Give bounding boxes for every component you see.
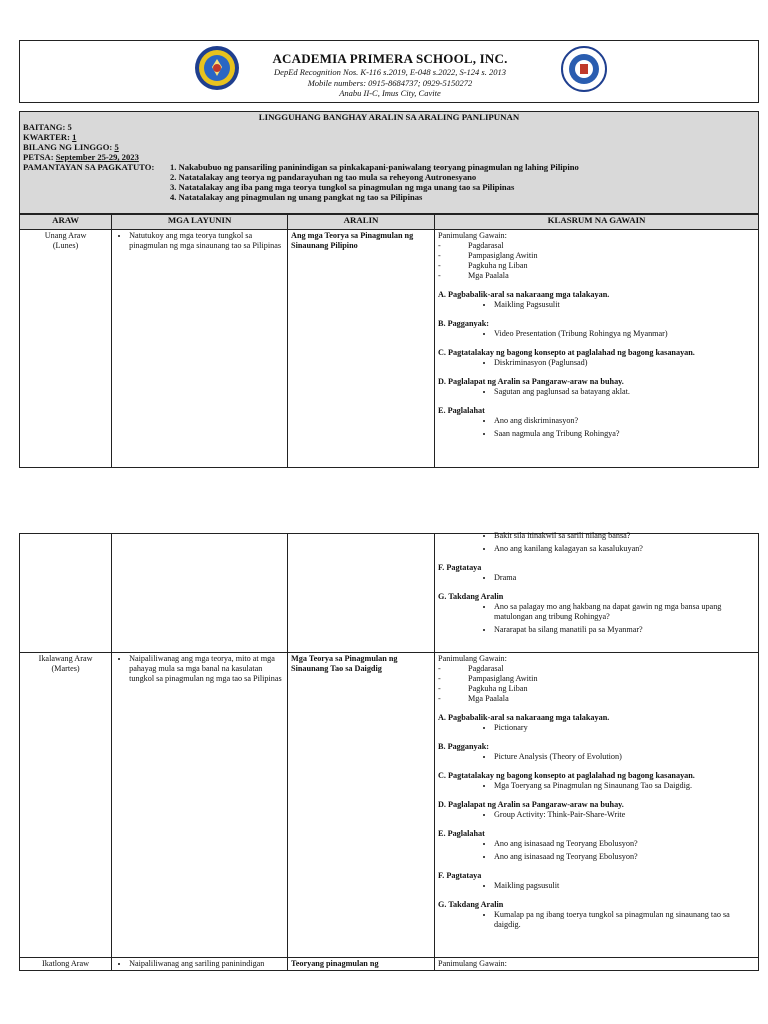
objective-cell	[112, 534, 288, 653]
topic-cell	[288, 534, 435, 653]
lesson-plan-info	[19, 111, 759, 214]
table-header-row	[20, 215, 759, 230]
header-layunin: MGA LAYUNIN	[112, 215, 288, 230]
lesson-plan-table	[19, 214, 759, 468]
plan-title: LINGGUHANG BANGHAY ARALIN SA ARALING PANLIPUNAN	[258, 112, 520, 122]
activities-cell: Panimulang Gawain:	[435, 958, 759, 971]
mobile-numbers: Mobile numbers: 0915-8684737; 0929-5150272	[307, 77, 473, 88]
header-aralin: ARALIN	[288, 215, 435, 230]
day-cell	[20, 534, 112, 653]
petsa-row: PETSA: September 25-29, 2023	[23, 152, 139, 162]
day-cell: Ikatlong Araw	[20, 958, 112, 971]
standard-item: 1. Nakabubuo ng pansariling paninindigan sa pinkakapani-paniwalang teoryang pinagmulan ng lahing Pilipino	[170, 162, 579, 172]
day-cell: Ikalawang Araw (Martes)	[20, 653, 112, 958]
standard-item: 4. Natatalakay ang pinagmulan ng unang pangkat ng tao sa Pilipinas	[170, 192, 423, 202]
topic-cell: Ang mga Teorya sa Pinagmulan ng Sinaunang Pilipino	[288, 230, 435, 468]
table-row	[20, 958, 759, 971]
activities-cell: • Bakit sila itinakwil sa sarili nilang bansa? • Ano ang kanilang kalagayan sa kasalukuyan? F. Pagtataya • Drama G. Takdang Aralin • Ano sa palagay mo ang hakbang na dapat gawin ng mga bansa upang matulongan ang tribung Rohingya? • Nararapat ba silang manatili pa sa Myanmar?	[435, 534, 759, 653]
day-cell: Unang Araw (Lunes)	[20, 230, 112, 468]
header-araw: ARAW	[20, 215, 112, 230]
school-name: ACADEMIA PRIMERA SCHOOL, INC.	[272, 51, 508, 66]
table-row	[20, 653, 759, 958]
lesson-plan-table-continued	[19, 533, 759, 971]
activities-cell: Panimulang Gawain: - Pagdarasal - Pampasiglang Awitin - Pagkuha ng Liban - Mga Paalala A. Pagbabalik-aral sa nakaraang mga talakayan. • Maikling Pagsusulit B. Pagganyak: • Video Presentation (Tribung Rohingya ng Myanmar) C. Pagtatalakay ng bagong konsepto at paglalahad ng bagong kasanayan. • Diskriminasyon (Paglunsad) D. Paglalapat ng Aralin sa Pangaraw-araw na buhay. • Sagutan ang paglunsad sa batayang aklat. E. Paglalahat • Ano ang diskriminasyon? • Saan nagmula ang Tribung Rohingya?	[435, 230, 759, 468]
linggo-row: BILANG NG LINGGO: 5	[23, 142, 119, 152]
standard-item: 2. Natatalakay ang teorya ng pandarayuhan ng tao mula sa reheyong Autronesyano	[170, 172, 477, 182]
deped-recognition: DepEd Recognition Nos. K-116 s.2019, E-048 s.2022, S-124 s. 2013	[274, 67, 506, 77]
objective-cell: • Natutukoy ang mga teorya tungkol sa pinagmulan ng mga sinaunang tao sa Pilipinas	[112, 230, 288, 468]
standard-item: 3. Natatalakay ang iba pang mga teorya tungkol sa pinagmulan ng mga unang tao sa Pilipinas	[170, 182, 515, 192]
school-header	[19, 40, 759, 103]
baitang-row: BAITANG: 5	[23, 122, 72, 132]
deped-seal-logo	[561, 46, 607, 92]
objective-cell: • Naipaliliwanag ang mga teorya, mito at mga pahayag mula sa mga banal na kasulatan tungkol sa pinagmulan ng mga tao sa Pilipinas	[112, 653, 288, 958]
topic-cell: Mga Teorya sa Pinagmulan ng Sinaunang Tao sa Daigdig	[288, 653, 435, 958]
header-gawain: KLASRUM NA GAWAIN	[435, 215, 759, 230]
table-row	[20, 534, 759, 653]
topic-cell: Teoryang pinagmulan ng	[288, 958, 435, 971]
table-row	[20, 230, 759, 468]
school-address: Anabu II-C, Imus City, Cavite	[339, 88, 441, 98]
activities-cell: Panimulang Gawain: - Pagdarasal - Pampasiglang Awitin - Pagkuha ng Liban - Mga Paalala A. Pagbabalik-aral sa nakaraang mga talakayan. • Pictionary B. Pagganyak: • Picture Analysis (Theory of Evolution) C. Pagtatalakay ng bagong konsepto at paglalahad ng bagong kasanayan. • Mga Toeryang sa Pinagmulan ng Sinaunang Tao sa Daigdig. D. Paglalapat ng Aralin sa Pangaraw-araw na buhay. • Group Activity: Think-Pair-Share-Write E. Paglalahat • Ano ang isinasaad ng Teoryang Ebolusyon? • Ano ang isinasaad ng Teoryang Ebolusyon? F. Pagtataya • Maikling pagsusulit G. Takdang Aralin • Kumalap pa ng ibang toerya tungkol sa pinagmulan ng sinaunang tao sa daigdig.	[435, 653, 759, 958]
pamantayan-row: PAMANTAYAN SA PAGKATUTO: 1. Nakabubuo ng pansariling paninindigan sa pinkakapani-paniwalang teoryang pinagmulan ng lahing Pilipino 2. Natatalakay ang teorya ng pandarayuhan ng tao mula sa reheyong Autronesyano 3. Natatalakay ang iba pang mga teorya tungkol sa pinagmulan ng mga unang tao sa Pilipinas 4. Natatalakay ang pinagmulan ng unang pangkat ng tao sa Pilipinas	[23, 162, 579, 202]
objective-cell: • Naipaliliwanag ang sariling paninindigan	[112, 958, 288, 971]
kwarter-row: KWARTER: 1	[23, 132, 77, 142]
